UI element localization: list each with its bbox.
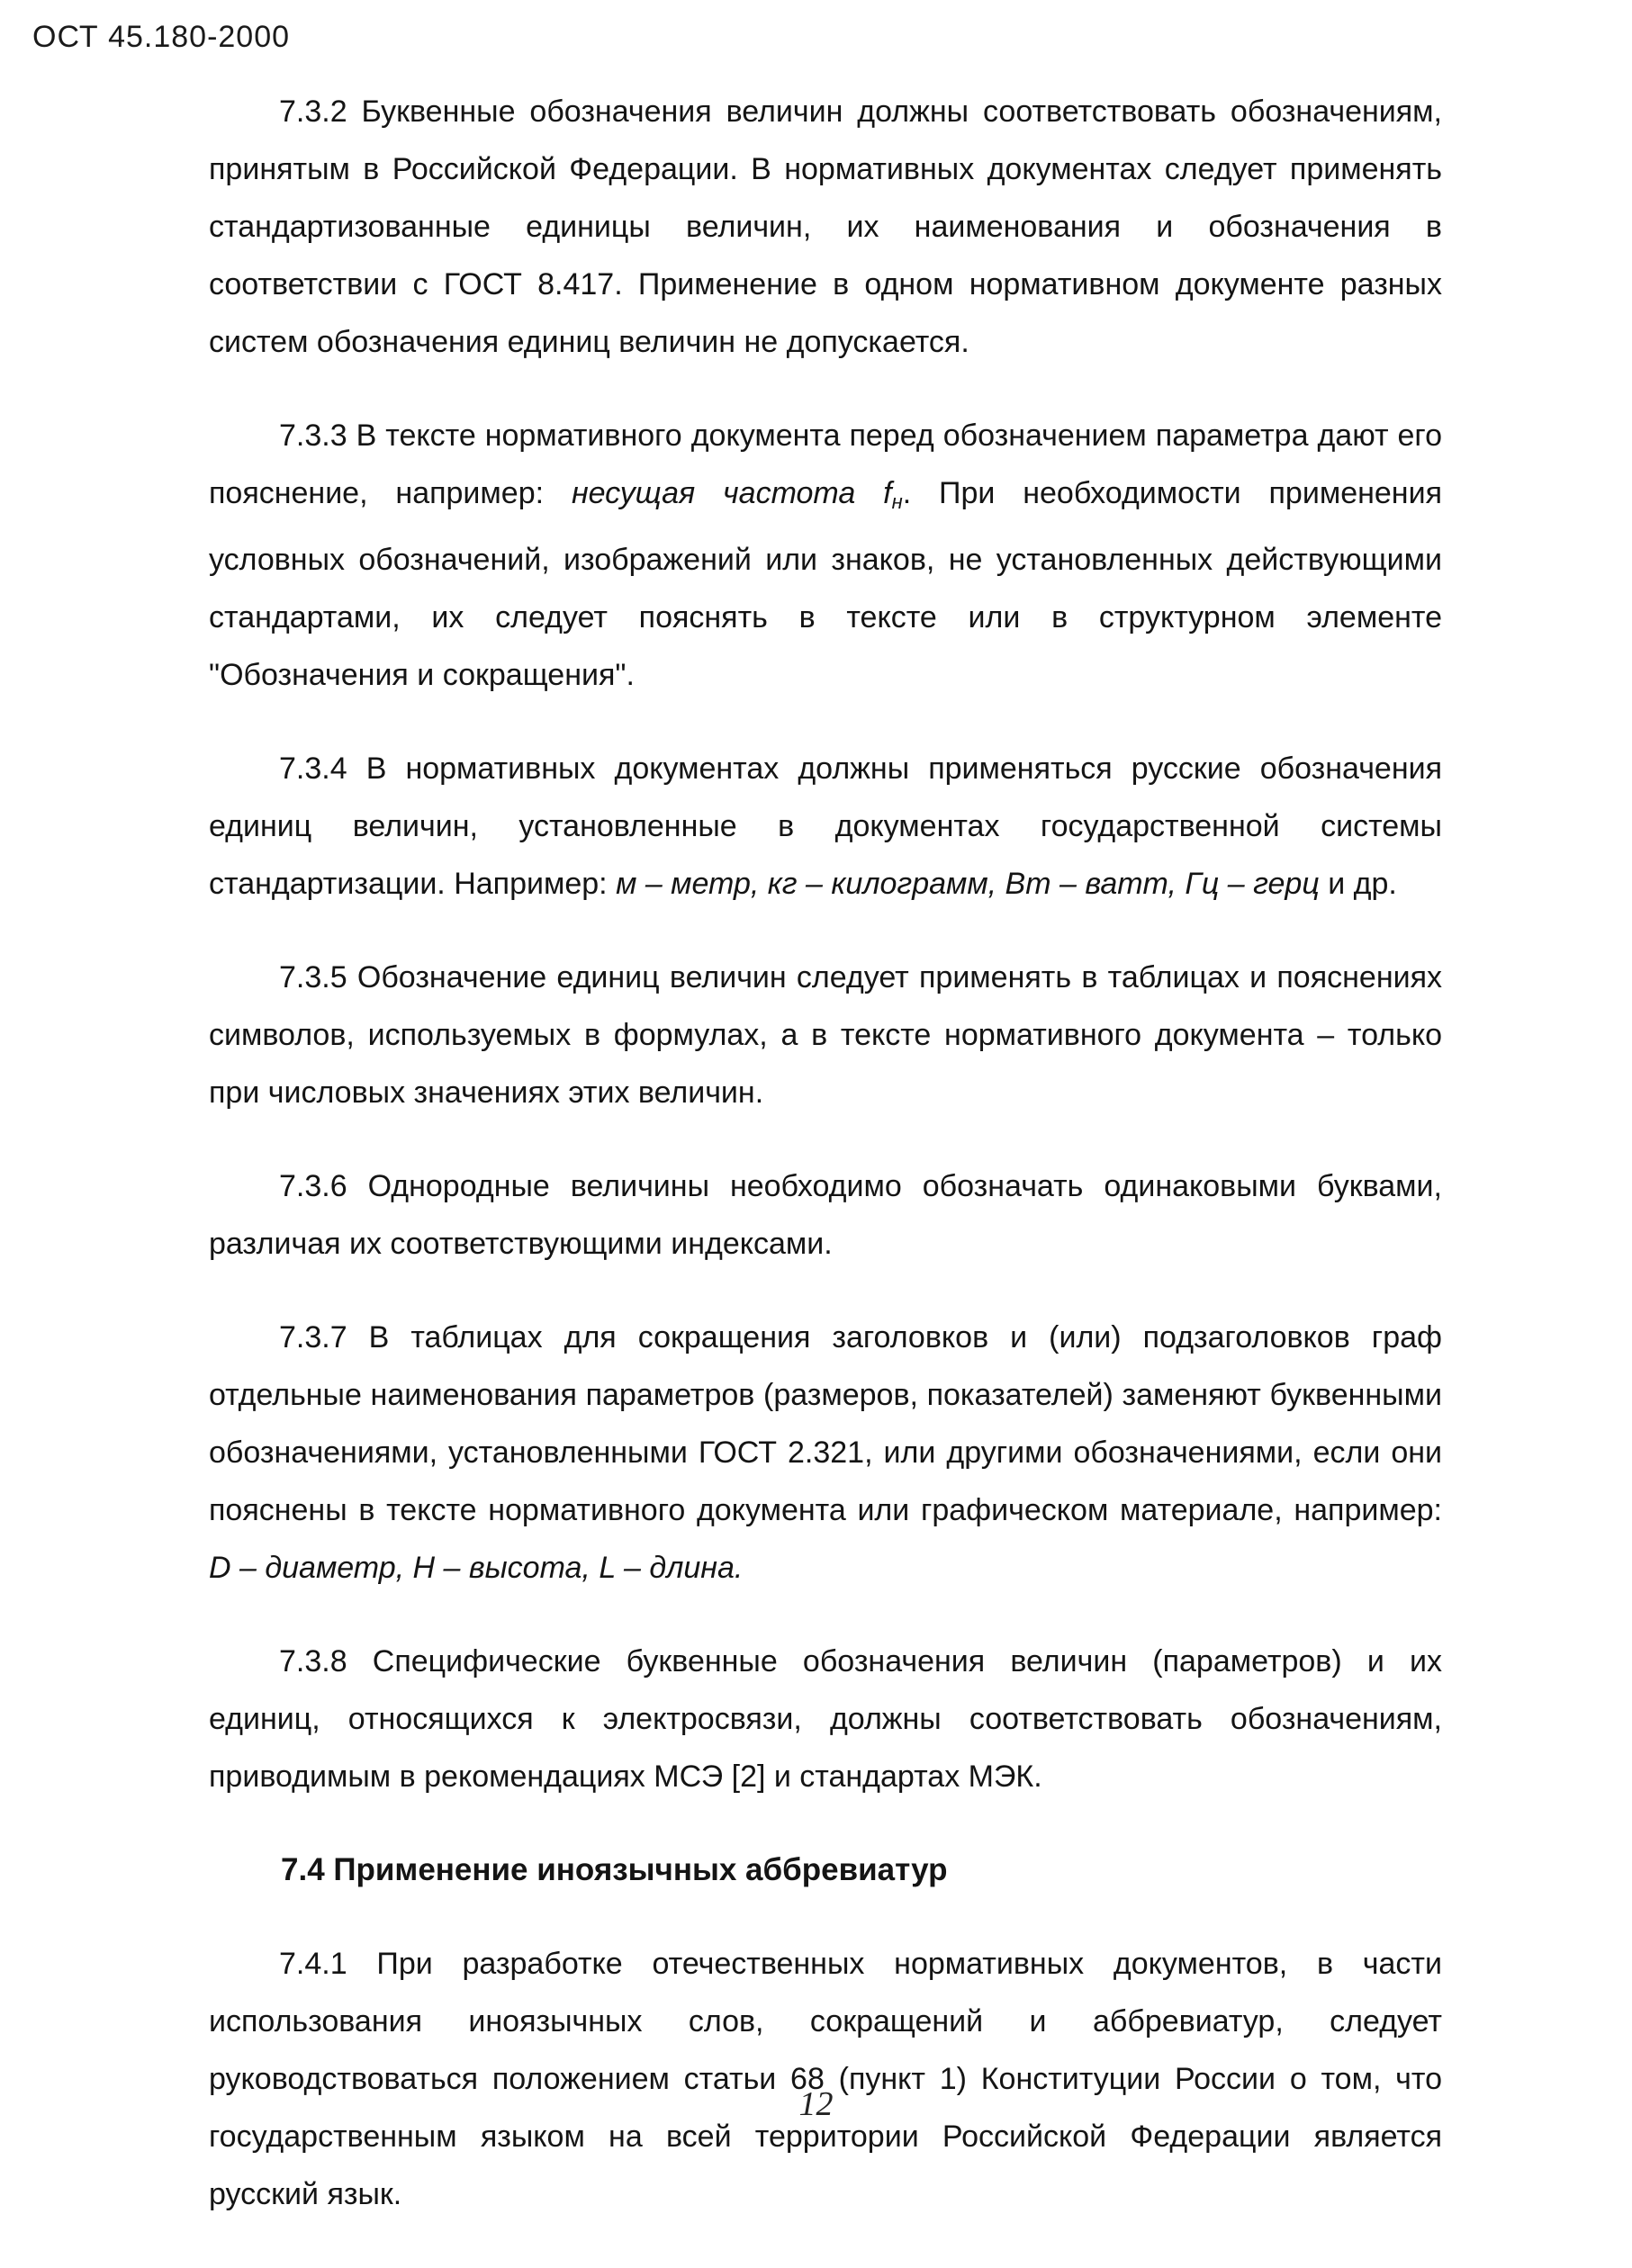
paragraph-7-3-5: 7.3.5 Обозначение единиц величин следует применять в таблицах и пояснениях символов, используемых в формулах, а в тексте нормативного документа – только при числовых значениях этих величин. (209, 960, 1442, 1110)
paragraph-7-3-3-example: несущая частота f (571, 476, 892, 510)
page-number: 12 (798, 2085, 834, 2123)
paragraph-7-3-3 (209, 407, 1442, 704)
paragraph-7-3-3-text-after: . При необходимости применения условных обозначений, изображений или знаков, не установленных действующими стандартами, их следует пояснять в тексте или в структурном элементе "Обозначения и сокращения". (209, 476, 1442, 692)
standard-code-header: ОСТ 45.180-2000 (32, 20, 291, 54)
document-body (209, 83, 1442, 2259)
paragraph-7-3-2: 7.3.2 Буквенные обозначения величин должны соответствовать обозначениям, принятым в Российской Федерации. В нормативных документах следует применять стандартизованные единицы величин, их наименования и обозначения в соответствии с ГОСТ 8.417. Применение в одном нормативном документе разных систем обозначения единиц величин не допускается. (209, 94, 1442, 359)
paragraph-7-3-4-examples: м – метр, кг – килограмм, Вт – ватт, Гц – герц (616, 867, 1320, 901)
paragraph-7-3-3-text-before: 7.3.3 В тексте нормативного документа перед обозначением параметра дают его пояснение, например: (209, 418, 1442, 510)
paragraph-7-3-4-text-before: 7.3.4 В нормативных документах должны применяться русские обозначения единиц величин, установленные в документах государственной системы стандартизации. Например: (209, 752, 1442, 901)
paragraph-7-3-7-examples: D – диаметр, H – высота, L – длина. (209, 1551, 744, 1585)
paragraph-7-3-3-subscript: н (891, 490, 903, 513)
paragraph-7-3-7 (209, 1309, 1442, 1597)
paragraph-7-3-4 (209, 740, 1442, 913)
paragraph-7-3-6: 7.3.6 Однородные величины необходимо обозначать одинаковыми буквами, различая их соответствующими индексами. (209, 1169, 1442, 1261)
paragraph-7-4-1: 7.4.1 При разработке отечественных нормативных документов, в части использования иноязычных слов, сокращений и аббревиатур, следует руководствоваться положением статьи 68 (пункт 1) Конституции России о том, что государственным языком на всей территории Российской Федерации является русский язык. (209, 1947, 1442, 2211)
paragraph-7-3-4-text-after: и др. (1319, 867, 1397, 901)
paragraph-7-3-8: 7.3.8 Специфические буквенные обозначения величин (параметров) и их единиц, относящихся к электросвязи, должны соответствовать обозначениям, приводимым в рекомендациях МСЭ [2] и стандартах МЭК. (209, 1644, 1442, 1794)
section-heading-7-4: 7.4 Применение иноязычных аббревиатур (281, 1852, 948, 1887)
paragraph-7-3-7-text-before: 7.3.7 В таблицах для сокращения заголовков и (или) подзаголовков граф отдельные наименования параметров (размеров, показателей) заменяют буквенными обозначениями, установленными ГОСТ 2.321, или другими обозначениями, если они пояснены в тексте нормативного документа или графическом материале, например: (209, 1320, 1442, 1527)
